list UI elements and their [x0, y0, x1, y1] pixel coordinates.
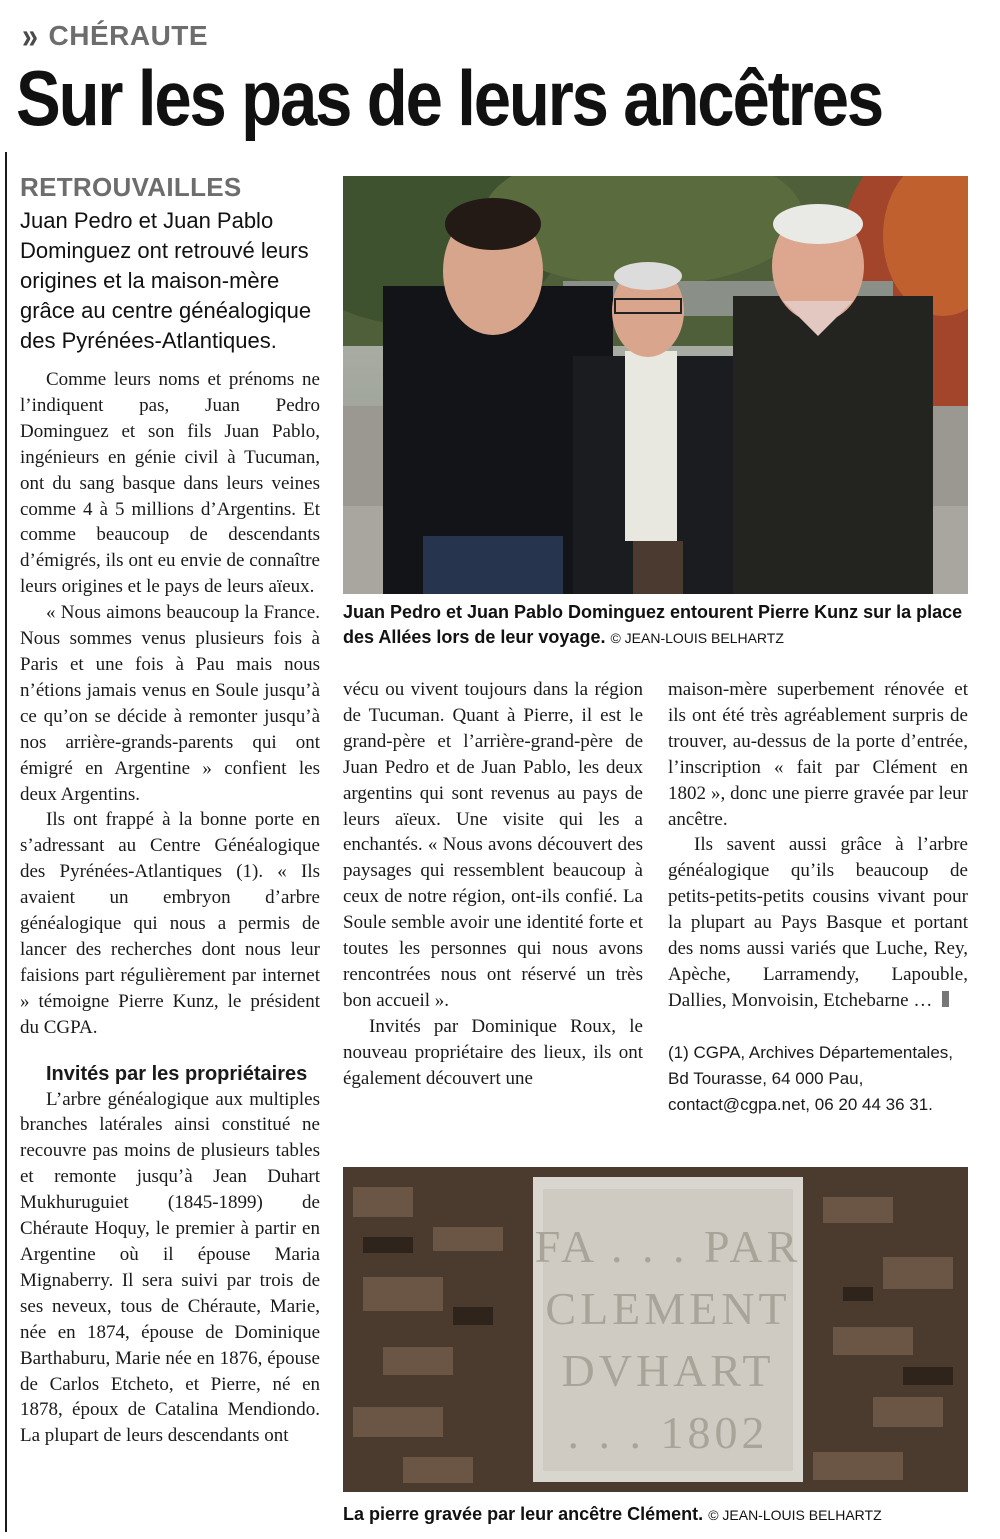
column-rule	[5, 152, 7, 1532]
text-column-3	[668, 677, 968, 1118]
footnote	[668, 1040, 968, 1118]
headline: Sur les pas de leurs ancêtres	[16, 54, 883, 142]
body-paragraph: Comme leurs noms et prénoms ne l’indiquent pas, Juan Pedro Dominguez et son fils Juan Pablo, ingénieurs en génie civil à Tucuman, ont du sang basque dans leurs veines comme 4 à 5 millions d’Argentins. Et comme beaucoup de descendants d’émigrés, ils ont eu envie de connaître leurs origines et le pays de leurs aïeux.	[20, 369, 320, 598]
body-paragraph: Invités par Dominique Roux, le nouveau propriétaire des lieux, ils ont également découvert une	[343, 1015, 643, 1089]
caption-text: La pierre gravée par leur ancêtre Clément.	[343, 1504, 704, 1524]
photo-credit: © JEAN-LOUIS BELHARTZ	[610, 630, 784, 646]
closing-paragraph-text: Ils savent aussi grâce à l’arbre généalogique qu’ils beaucoup de petits-petits-petits cousins vivant pour la plupart au Pays Basque et portant des noms aussi variés que Luche, Rey, Apèche, Larramendy, Lapouble, Dallies, Monvoisin, Etchebarne …	[668, 834, 968, 1011]
text-column-1	[20, 367, 320, 1449]
photo-engraved-stone-graphic	[343, 1167, 968, 1492]
kicker	[20, 16, 208, 56]
double-chevron-icon: »	[22, 15, 39, 56]
body-paragraph: vécu ou vivent toujours dans la région de Tucuman. Quant à Pierre, il est le grand-père et l’arrière-grand-père de Juan Pedro et de Juan Pablo, les deux argentins qui sont revenus au pays de leurs aïeux. Une visite qui les a enchantés. « Nous avons découvert des paysages qui ressemblent beaucoup à ceux de notre région, ont-ils confié. La Soule semble avoir une identité forte et toutes les personnes qui nous avons rencontrées nous ont réservé un très bon accueil ».	[343, 679, 643, 1011]
body-paragraph	[668, 832, 968, 1013]
footnote-line: Bd Tourasse, 64 000 Pau,	[668, 1068, 864, 1088]
photo-engraved-stone	[343, 1167, 968, 1492]
stone-inscription-line: FA . . . PAR	[534, 1221, 802, 1272]
footnote-line: (1) CGPA, Archives Départementales,	[668, 1042, 954, 1062]
section-label: RETROUVAILLES	[20, 172, 242, 202]
photo-three-men	[343, 176, 968, 594]
photo-caption	[343, 600, 983, 651]
end-of-article-mark-icon	[942, 991, 949, 1007]
stone-inscription-line: CLEMENT	[545, 1283, 791, 1334]
body-paragraph: L’arbre généalogique aux multiples branches latérales ainsi constitué ne recouvre pas moins de plusieurs tables et remonte jusqu’à Jean Duhart Mukhuruguiet (1845-1899) de Chéraute Hoquy, le premier à partir en Argentine où il épouse Maria Mignaberry. Il sera suivi par trois de ses neveux, tous de Chéraute, Marie, née en 1874, épouse de Dominique Barthaburu, Marie née en 1876, épouse de Carlos Etcheto, et Pierre, né en 1878, époux de Catalina Mendiondo. La plupart de leurs descendants ont	[20, 1088, 320, 1447]
stone-inscription-line: . . . 1802	[567, 1407, 769, 1458]
footnote-line: contact@cgpa.net, 06 20 44 36 31.	[668, 1094, 933, 1114]
stone-inscription-line: DVHART	[561, 1345, 775, 1396]
photo-caption	[343, 1502, 983, 1528]
body-paragraph: maison-mère superbement rénovée et ils ont été très agréablement surpris de trouver, au-dessus de la porte d’entrée, l’inscription « fait par Clément en 1802 », donc une pierre gravée par leur ancêtre.	[668, 679, 968, 830]
text-column-2	[343, 677, 643, 1092]
kicker-label: CHÉRAUTE	[48, 20, 209, 51]
photo-three-men-graphic	[343, 176, 968, 594]
body-paragraph: Ils ont frappé à la bonne porte en s’adressant au Centre Généalogique des Pyrénées-Atlantiques (1). « Ils avaient un embryon d’arbre généalogique qui nous a permis de lancer des recherches dont nous leur faisions part régulièrement par internet » témoigne Pierre Kunz, le président du CGPA.	[20, 809, 320, 1038]
body-paragraph: « Nous aimons beaucoup la France. Nous sommes venus plusieurs fois à Paris et une fois à Pau mais nous n’étions jamais venus en Soule jusqu’à ce qu’on se décide à remonter jusqu’à nos arrière-grands-parents qui ont émigré en Argentine » confient les deux Argentins.	[20, 602, 320, 805]
caption-text: Juan Pedro et Juan Pablo Dominguez entourent Pierre Kunz sur la place des Allées lors de leur voyage.	[343, 602, 963, 647]
photo-credit: © JEAN-LOUIS BELHARTZ	[708, 1507, 882, 1523]
lead-paragraph: Juan Pedro et Juan Pablo Dominguez ont retrouvé leurs origines et la maison-mère grâce au centre généalogique des Pyrénées-Atlantiques.	[20, 208, 312, 353]
subheading: Invités par les propriétaires	[46, 1062, 308, 1085]
